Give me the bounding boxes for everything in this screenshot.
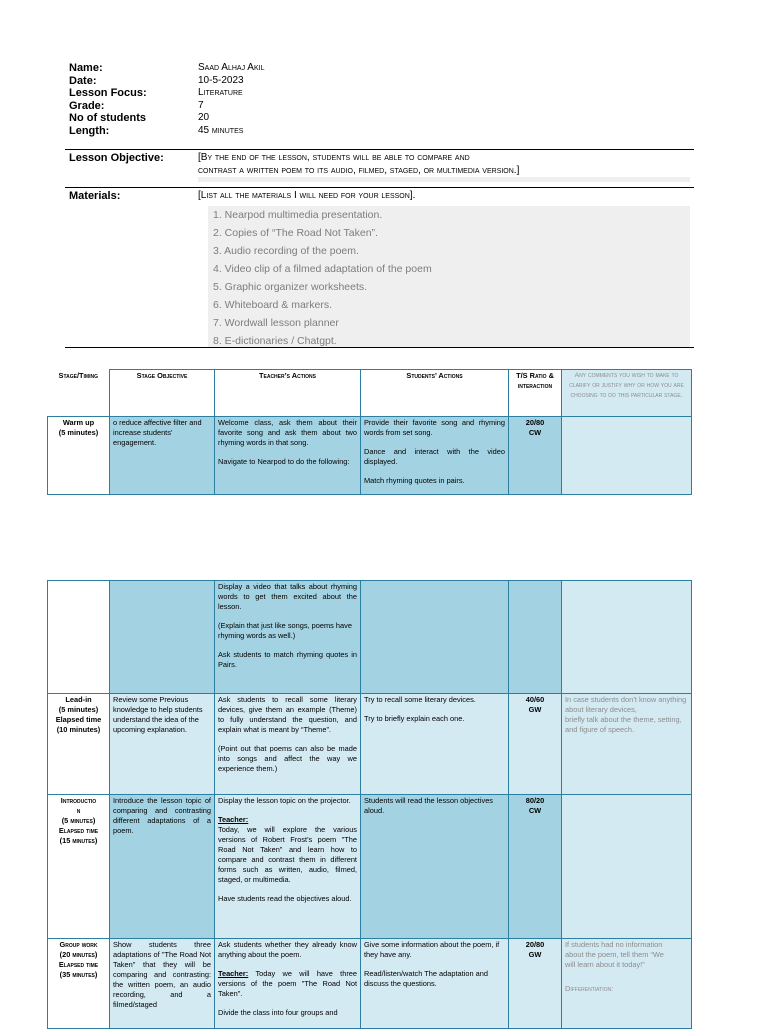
comments-introduction [562,795,692,939]
ratio-value: 20/80 [525,940,545,949]
stage-elapsed-time: (15 minutes) [59,836,98,845]
ratio-group-work [509,939,562,1029]
comment-text: and figure of speech. [565,725,635,734]
students-text: Provide their favorite song and rhyming words from set song. [364,418,505,437]
objective-top-rule [65,149,694,150]
comment-text: will learn about it today!” [565,960,645,969]
materials-list [208,206,690,348]
students-empty [361,581,509,694]
material-item: 7. Wordwall lesson planner [213,317,339,329]
stage-time: (20 minutes) [59,950,98,959]
stage-name: Lead-in [65,695,92,704]
table-row-warmup-continued [48,581,692,694]
grade-label: Grade: [69,100,105,112]
header-students: Students’ Actions [361,370,509,417]
stage-leadin [48,694,110,795]
comments-empty [562,581,692,694]
stage-time: (5 minutes) [58,705,99,714]
materials-intro: [List all the materials I will need for your lesson]. [198,190,416,201]
objective-introduction: Introduce the lesson topic of comparing and contrasting different adaptations of a poem. [110,795,215,939]
header-objective: Stage Objective [110,370,215,417]
teacher-text: Today we will have three versions of the poem "The Road Not Taken". [218,969,357,998]
ratio-leadin [509,694,562,795]
materials-bottom-rule [65,347,694,348]
table-row-warmup [48,417,692,495]
students-introduction [361,795,509,939]
teacher-text: (Explain that just like songs, poems have [218,621,352,630]
material-item: 5. Graphic organizer worksheets. [213,281,368,293]
comments-warmup [562,417,692,495]
students-text: Try to briefly explain each one. [364,714,465,723]
students-label: No of students [69,112,146,124]
material-item: 4. Video clip of a filmed adaptation of the poem [213,263,432,275]
table-row-leadin [48,694,692,795]
teacher-text: Welcome class, ask them about their favorite song and ask them about two rhyming words in that song. [218,418,357,447]
comments-group-work [562,939,692,1029]
comments-leadin [562,694,692,795]
teacher-name: Saad Alhaj Akil [198,62,265,73]
objective-empty [110,581,215,694]
table-row-group-work [48,939,692,1029]
teacher-warmup-continued [215,581,361,694]
length-value: 45 minutes [198,125,244,136]
header-stage: Stage/Timing [48,370,110,417]
teacher-label: Teacher: [218,969,249,978]
date-value: 10-5-2023 [198,75,244,86]
students-text: Give some information about the poem, if they have any. [364,940,500,959]
grade-value: 7 [198,100,204,111]
stage-name: Warm up [62,418,95,427]
teacher-leadin [215,694,361,795]
students-text: Dance and interact with the video displayed. [364,447,505,466]
stage-elapsed-time: (10 minutes) [56,725,101,734]
stage-group-work [48,939,110,1029]
objective-warmup: o reduce affective filter and increase students’ engagement. [110,417,215,495]
stage-name: Group work [59,940,98,949]
teacher-text: Ask students whether they already know anything about the poem. [218,940,357,959]
focus-value: Literature [198,87,243,98]
material-item: 6. Whiteboard & markers. [213,299,333,311]
header-ratio: T/S Ratio & interaction [509,370,562,417]
stage-empty [48,581,110,694]
objective-shading [198,177,690,182]
table-header-row [48,370,692,417]
students-text: Read/listen/watch The adaptation and discuss the questions. [364,969,488,988]
interaction-value: GW [528,950,542,959]
stage-name-continued: n [76,806,81,815]
comment-text: about the poem, tell them “We [565,950,664,959]
stage-time: (5 minutes) [58,428,99,437]
teacher-label: Teacher: [218,815,249,824]
ratio-warmup [509,417,562,495]
stage-elapsed-label: Elapsed time [58,960,99,969]
stage-name: Introductio [60,796,97,805]
ratio-value: 40/60 [525,695,545,704]
focus-label: Lesson Focus: [69,87,147,99]
comment-text: briefly talk about the theme, setting, [565,715,682,724]
material-item: 8. E-dictionaries / Chatgpt. [213,335,337,347]
teacher-text: Have students read the objectives aloud. [218,894,352,903]
objective-line-2: contrast a written poem to its audio, filmed, staged, or multimedia version.] [198,165,520,176]
teacher-text: Navigate to Nearpod to do the following: [218,457,350,466]
name-label: Name: [69,62,103,74]
ratio-value: 20/80 [525,418,545,427]
students-leadin [361,694,509,795]
material-item: 1. Nearpod multimedia presentation. [213,209,383,221]
teacher-group-work [215,939,361,1029]
teacher-introduction [215,795,361,939]
teacher-text: Today, we will explore the various versions of Robert Frost's poem "The Road Not Taken" and learn how to compare and contrast them in different forms such as written, audio, filmed, staged, or multimedia. [218,825,357,884]
materials-label: Materials: [69,190,121,202]
teacher-warmup [215,417,361,495]
stage-elapsed-label: Elapsed time [58,826,99,835]
students-text: Students will read the lesson objectives aloud. [364,796,493,815]
material-item: 2. Copies of “The Road Not Taken”. [213,227,378,239]
stage-elapsed-time: (35 minutes) [59,970,98,979]
interaction-value: CW [528,806,542,815]
materials-top-rule [65,187,694,188]
objective-group-work: Show students three adaptations of "The Road Not Taken" that they will be comparing and contrasting: the written poem, an audio recording, and a filmed/staged [110,939,215,1029]
date-label: Date: [69,75,97,87]
teacher-text: (Point out that poems can also be made into songs and affect the way we experience them.) [218,744,357,773]
teacher-text: Ask students to recall some literary devices, give them an example (Theme) to fully understand the question, and explain what is meant by “Theme”. [218,695,357,734]
stage-time: (5 minutes) [61,816,96,825]
students-text: Match rhyming quotes in pairs. [364,476,465,485]
students-warmup [361,417,509,495]
objective-label: Lesson Objective: [69,152,164,164]
stage-warmup [48,417,110,495]
header-teacher: Teacher’s Actions [215,370,361,417]
header-comments: Any comments you wish to make to clarify or justify why or how you are choosing to do this particular stage. [562,370,692,417]
ratio-empty [509,581,562,694]
teacher-text: Display a video that talks about rhyming words to get them excited about the lesson. [218,582,357,611]
students-group-work [361,939,509,1029]
comment-text: If students had no information [565,940,663,949]
students-text: Try to recall some literary devices. [364,695,476,704]
ratio-value: 80/20 [525,796,545,805]
interaction-value: GW [528,705,542,714]
teacher-text: Ask students to match rhyming quotes in Pairs. [218,650,357,669]
material-item: 3. Audio recording of the poem. [213,245,359,257]
teacher-text: Divide the class into four groups and [218,1008,338,1017]
stage-introduction [48,795,110,939]
interaction-value: CW [528,428,542,437]
table-row-introduction [48,795,692,939]
lesson-stages-table [47,369,692,495]
teacher-text: Display the lesson topic on the projector. [218,796,351,805]
students-value: 20 [198,112,210,123]
stage-elapsed-label: Elapsed time [55,715,102,724]
objective-leadin: Review some Previous knowledge to help students understand the idea of the upcoming explanation. [110,694,215,795]
objective-line-1: [By the end of the lesson, students will be able to compare and [198,152,470,163]
length-label: Length: [69,125,110,137]
differentiation-label: Differentiation: [565,984,614,993]
lesson-stages-table-continued [47,580,692,1029]
comment-text: In case students don’t know anything about literary devices, [565,695,687,714]
ratio-introduction [509,795,562,939]
teacher-text: rhyming words as well.) [218,631,296,640]
